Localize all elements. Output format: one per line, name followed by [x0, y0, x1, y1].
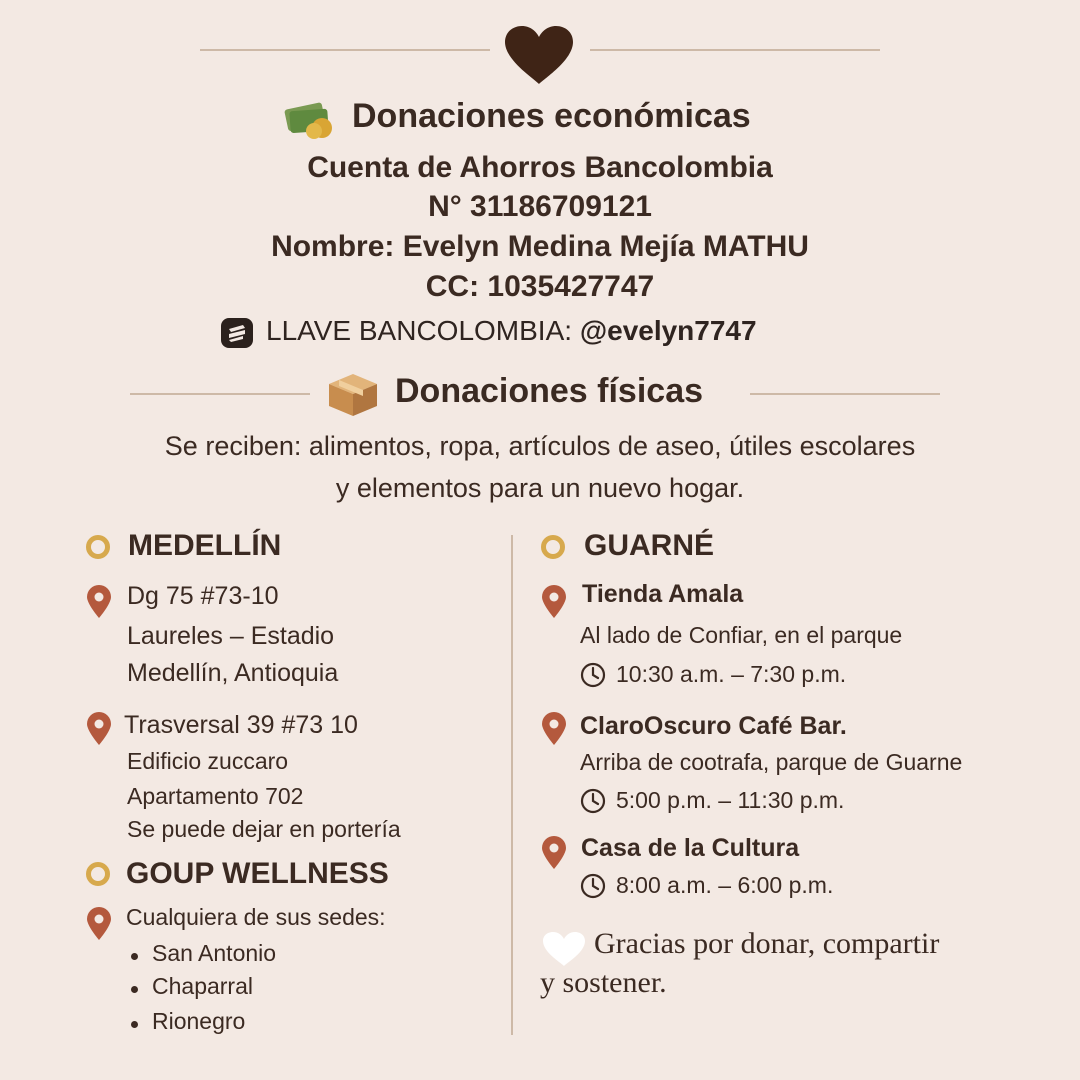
location-pin-icon: [541, 836, 567, 870]
physical-intro-line2: y elementos para un nuevo hogar.: [335, 473, 745, 503]
money-icon: [284, 98, 336, 140]
goup-intro: Cualquiera de sus sedes:: [126, 904, 386, 930]
goup-sede-2: Chaparral: [152, 973, 253, 999]
white-heart-icon: [541, 930, 587, 968]
guarne-loc1-name: Tienda Amala: [582, 580, 744, 608]
guarne-loc3-hours: 8:00 a.m. – 6:00 p.m.: [616, 872, 834, 898]
box-icon: [325, 370, 381, 418]
guarne-loc2-name: ClaroOscuro Café Bar.: [580, 712, 847, 740]
clock-icon: [580, 662, 606, 688]
physical-rule-right: [750, 393, 940, 395]
guarne-loc1-desc: Al lado de Confiar, en el parque: [580, 622, 903, 648]
heart-icon: [503, 24, 575, 86]
guarne-loc2-hours: 5:00 p.m. – 11:30 p.m.: [616, 787, 845, 813]
goup-sede-1: San Antonio: [152, 940, 277, 966]
ring-icon: [541, 535, 565, 559]
medellin-loc2-line3: Apartamento 702: [127, 783, 304, 809]
list-bullet: [131, 953, 138, 960]
medellin-loc1-line1: Dg 75 #73-10: [127, 582, 279, 610]
list-bullet: [131, 1021, 138, 1028]
city-guarne: GUARNÉ: [584, 529, 715, 562]
goup-sede-3: Rionegro: [152, 1008, 246, 1034]
closing-line1: Gracias por donar, compartir: [594, 927, 940, 960]
guarne-loc2-desc: Arriba de cootrafa, parque de Guarne: [580, 749, 963, 775]
physical-title: Donaciones físicas: [395, 372, 704, 410]
medellin-loc2-line1: Trasversal 39 #73 10: [124, 711, 358, 739]
city-goup-wellness: GOUP WELLNESS: [126, 857, 389, 890]
bank-account: Cuenta de Ahorros Bancolombia: [307, 151, 773, 184]
location-pin-icon: [541, 712, 567, 746]
guarne-loc1-hours: 10:30 a.m. – 7:30 p.m.: [616, 661, 847, 687]
top-rule-left: [200, 49, 490, 51]
llave-label: LLAVE BANCOLOMBIA:: [266, 315, 573, 346]
top-rule-right: [590, 49, 880, 51]
column-divider: [511, 535, 513, 1035]
economic-title: Donaciones económicas: [352, 97, 751, 135]
bancolombia-logo-icon: [220, 317, 254, 349]
medellin-loc2-line2: Edificio zuccaro: [127, 748, 289, 774]
medellin-loc1-line3: Medellín, Antioquia: [127, 659, 339, 687]
clock-icon: [580, 788, 606, 814]
physical-intro-line1: Se reciben: alimentos, ropa, artículos de aseo, útiles escolares: [164, 431, 916, 461]
ring-icon: [86, 535, 110, 559]
guarne-loc3-name: Casa de la Cultura: [581, 834, 800, 862]
medellin-loc2-line4: Se puede dejar en portería: [127, 816, 401, 842]
location-pin-icon: [86, 585, 112, 619]
location-pin-icon: [86, 712, 112, 746]
account-number: N° 31186709121: [428, 190, 652, 223]
llave-bancolombia: [266, 315, 757, 347]
medellin-loc1-line2: Laureles – Estadio: [127, 622, 335, 650]
clock-icon: [580, 873, 606, 899]
account-holder-id: CC: 1035427747: [425, 270, 655, 303]
location-pin-icon: [86, 907, 112, 941]
llave-value: @evelyn7747: [579, 315, 757, 346]
account-holder-name: Nombre: Evelyn Medina Mejía MATHU: [271, 230, 809, 263]
physical-rule-left: [130, 393, 310, 395]
closing-line2: y sostener.: [540, 966, 667, 999]
ring-icon: [86, 862, 110, 886]
location-pin-icon: [541, 585, 567, 619]
list-bullet: [131, 986, 138, 993]
city-medellin: MEDELLÍN: [128, 529, 282, 562]
